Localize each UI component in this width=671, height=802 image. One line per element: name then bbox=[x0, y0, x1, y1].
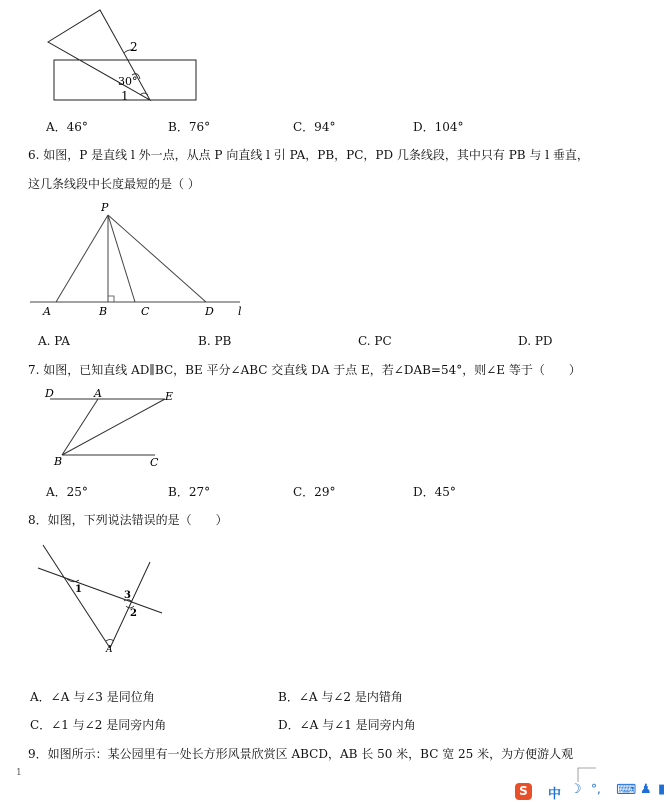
keyboard-icon[interactable]: ⌨ bbox=[616, 782, 637, 798]
q8-line-2 bbox=[110, 562, 150, 648]
q9-question: 9．如图所示：某公园里有一处长方形风景欣赏区 ABCD，AB 长 50 米，BC 宽 25 米，为方便游人观 bbox=[28, 747, 574, 761]
q8-question: 8．如图，下列说法错误的是（ ） bbox=[28, 513, 228, 527]
q7-label-c: C bbox=[150, 456, 159, 469]
user-icon[interactable]: ♟ bbox=[640, 782, 652, 797]
q6-option-d[interactable]: D. PD bbox=[518, 334, 553, 348]
q7-option-a[interactable]: A．25° bbox=[46, 485, 88, 499]
skin-icon[interactable]: ▮ bbox=[658, 782, 666, 797]
punctuation-icon[interactable]: °, bbox=[591, 782, 601, 796]
q8-option-b[interactable]: B．∠A 与∠2 是内错角 bbox=[278, 690, 403, 704]
q8-line-1 bbox=[43, 545, 110, 648]
q8-figure bbox=[35, 540, 185, 660]
sogou-logo-icon[interactable]: S bbox=[515, 783, 532, 800]
q8-label-3: 3 bbox=[124, 590, 131, 601]
half-width-moon-icon[interactable]: ☽ bbox=[570, 782, 582, 797]
ime-language-toggle[interactable]: 中 bbox=[548, 787, 562, 802]
q5-label-1: 1 bbox=[121, 89, 129, 103]
q7-option-c[interactable]: C．29° bbox=[293, 485, 336, 499]
q6-option-c[interactable]: C. PC bbox=[358, 334, 392, 348]
q8-label-a: A bbox=[106, 645, 113, 655]
q7-label-b: B bbox=[54, 455, 63, 468]
q7-question: 7. 如图，已知直线 AD∥BC，BE 平分∠ABC 交直线 DA 于点 E，若∠DAB=54°，则∠E 等于（ ） bbox=[28, 363, 581, 377]
q8-option-a[interactable]: A．∠A 与∠3 是同位角 bbox=[30, 690, 155, 704]
q7-label-e: E bbox=[165, 390, 174, 403]
q5-option-a[interactable]: A．46° bbox=[46, 120, 88, 134]
q7-line-ab bbox=[62, 399, 98, 455]
q6-segment-pa bbox=[56, 215, 108, 302]
q6-segment-pc bbox=[108, 215, 135, 302]
q6-option-a[interactable]: A. PA bbox=[38, 334, 70, 348]
q6-label-b: B bbox=[99, 305, 108, 318]
q5-label-2: 2 bbox=[130, 40, 138, 54]
q6-question-line1: 6. 如图，P 是直线 l 外一点，从点 P 向直线 l 引 PA，PB，PC，PD 几条线段，其中只有 PB 与 l 垂直， bbox=[28, 148, 589, 162]
q7-option-d[interactable]: D．45° bbox=[413, 485, 456, 499]
q7-label-a: A bbox=[94, 387, 102, 400]
q8-option-d[interactable]: D．∠A 与∠1 是同旁内角 bbox=[278, 718, 416, 732]
q5-option-c[interactable]: C．94° bbox=[293, 120, 336, 134]
q5-figure bbox=[40, 5, 240, 115]
q5-label-30: 30° bbox=[118, 75, 138, 88]
q5-option-b[interactable]: B．76° bbox=[168, 120, 211, 134]
q7-figure bbox=[40, 385, 200, 475]
ime-toolbar bbox=[512, 782, 671, 801]
q8-label-1: 1 bbox=[75, 584, 82, 595]
q6-label-c: C bbox=[141, 305, 150, 318]
q5-option-d[interactable]: D．104° bbox=[413, 120, 464, 134]
q7-option-b[interactable]: B．27° bbox=[168, 485, 211, 499]
page-number: 1 bbox=[16, 768, 22, 778]
q8-line-3 bbox=[38, 568, 162, 613]
q6-label-l: l bbox=[238, 305, 242, 318]
q8-label-2: 2 bbox=[130, 608, 137, 619]
q7-label-d: D bbox=[45, 387, 54, 400]
q8-angleA-arc bbox=[106, 640, 114, 642]
q7-line-be bbox=[62, 399, 165, 455]
q8-option-c[interactable]: C．∠1 与∠2 是同旁内角 bbox=[30, 718, 167, 732]
q6-label-a: A bbox=[43, 305, 51, 318]
q6-question-line2: 这几条线段中长度最短的是（ ） bbox=[28, 177, 200, 191]
q6-option-b[interactable]: B. PB bbox=[198, 334, 232, 348]
q6-figure bbox=[28, 198, 258, 318]
q6-label-p: P bbox=[101, 201, 109, 214]
q6-label-d: D bbox=[205, 305, 214, 318]
q6-segment-pd bbox=[108, 215, 206, 302]
q6-right-angle-mark bbox=[108, 296, 114, 302]
